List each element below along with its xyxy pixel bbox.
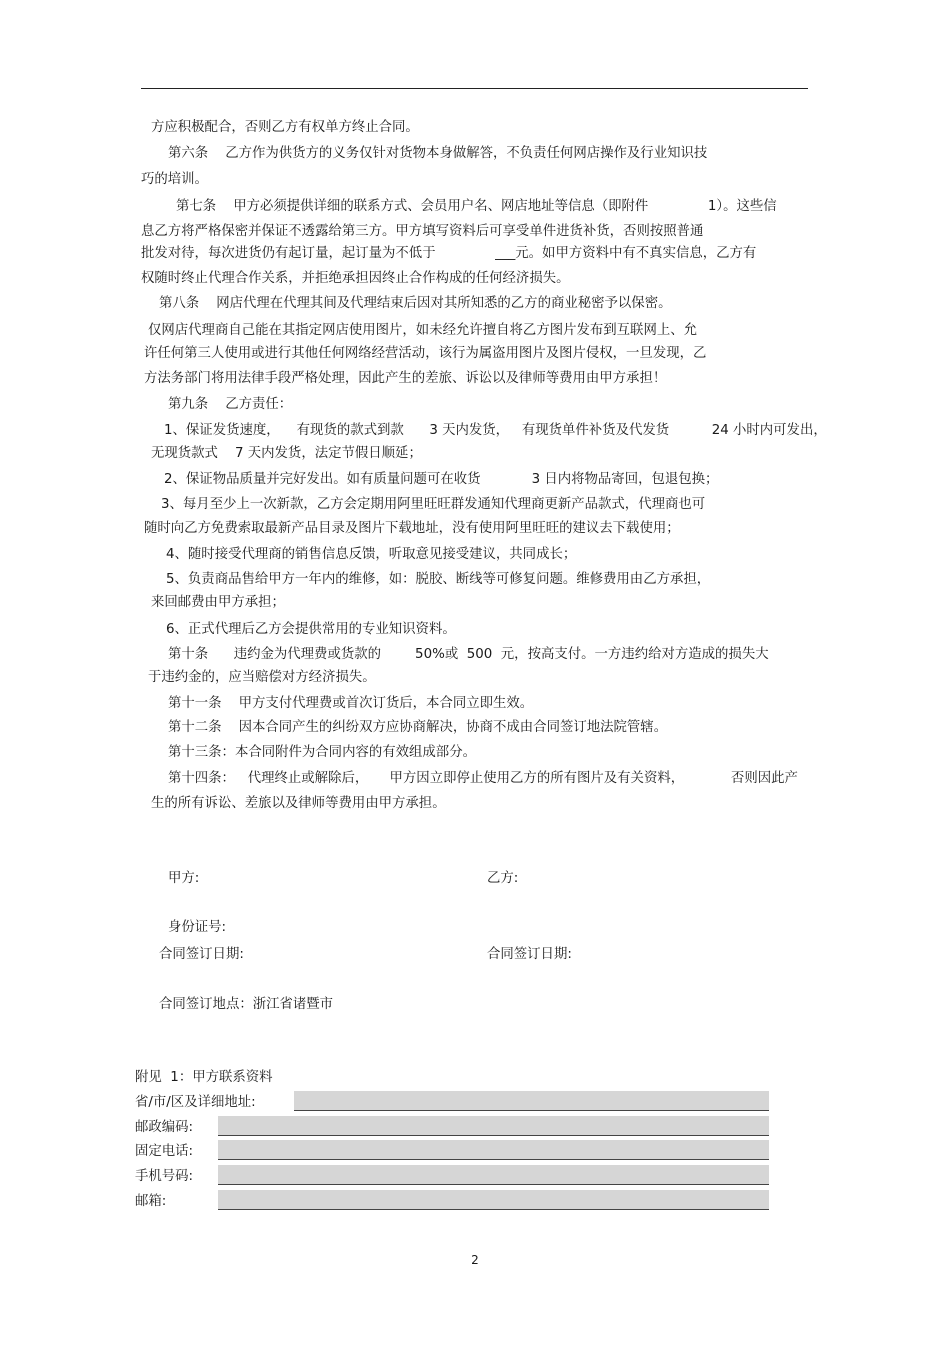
page-number: 2 — [471, 1253, 479, 1267]
address-label: 省/市/区及详细地址: — [135, 1095, 256, 1110]
body-line: 方法务部门将用法律手段严格处理，因此产生的差旅、诉讼以及律师等费用由甲方承担！ — [144, 371, 667, 386]
landline-label: 固定电话: — [135, 1144, 194, 1159]
clause-8: 第八条 网店代理在代理其间及代理结束后因对其所知悉的乙方的商业秘密予以保密。 — [159, 296, 672, 311]
body-line: 仅网店代理商自己能在其指定网店使用图片，如未经允许擅自将乙方图片发布到互联网上、允 — [148, 323, 698, 338]
duty-4: 4、随时接受代理商的销售信息反馈，听取意见接受建议，共同成长； — [166, 547, 577, 562]
postcode-label: 邮政编码: — [135, 1120, 194, 1135]
clause-7: 第七条 甲方必须提供详细的联系方式、会员用户名、网店地址等信息（即附件 1）。这些信 — [176, 199, 777, 214]
email-field[interactable] — [218, 1190, 769, 1210]
body-line: 无现货款式 7 天内发货，法定节假日顺延； — [151, 446, 422, 461]
clause-14: 第十四条： 代理终止或解除后， 甲方因立即停止使用乙方的所有图片及有关资料， 否则因此产 — [168, 771, 798, 786]
landline-field[interactable] — [218, 1140, 769, 1160]
email-label: 邮箱: — [135, 1194, 167, 1209]
duty-3: 3、每月至少上一次新款，乙方会定期用阿里旺旺群发通知代理商更新产品款式，代理商也可 — [161, 497, 706, 512]
duty-1: 1、保证发货速度， 有现货的款式到款 3 天内发货， 有现货单件补货及代发货 24 小时内可发出， — [164, 423, 827, 438]
body-line: 息乙方将严格保密并保证不透露给第三方。甲方填写资料后可享受单件进货补货，否则按照普通 — [141, 224, 704, 239]
duty-2: 2、保证物品质量并完好发出。如有质量问题可在收货 3 日内将物品寄回，包退包换； — [164, 472, 719, 487]
postcode-field[interactable] — [218, 1116, 769, 1136]
header-rule — [141, 88, 808, 89]
mobile-field[interactable] — [218, 1165, 769, 1185]
clause-10: 第十条 违约金为代理费或货款的 50%或 500 元，按高支付。一方违约给对方造成的损失大 — [168, 647, 769, 662]
clause-12: 第十二条 因本合同产生的纠纷双方应协商解决，协商不成由合同签订地法院管辖。 — [168, 720, 668, 735]
body-line: 生的所有诉讼、差旅以及律师等费用由甲方承担。 — [151, 796, 446, 811]
sign-date-a-label: 合同签订日期: — [159, 947, 244, 962]
address-field[interactable] — [294, 1091, 769, 1111]
body-line: 权随时终止代理合作关系，并拒绝承担因终止合作构成的任何经济损失。 — [141, 271, 570, 286]
duty-5: 5、负责商品售给甲方一年内的维修，如：脱胶、断线等可修复问题。维修费用由乙方承担， — [166, 572, 711, 587]
body-line: 于违约金的，应当赔偿对方经济损失。 — [148, 670, 376, 685]
party-b-label: 乙方: — [487, 871, 519, 886]
body-line: 来回邮费由甲方承担； — [151, 595, 285, 610]
appendix-title: 附见 1：甲方联系资料 — [135, 1070, 273, 1085]
sign-date-b-label: 合同签订日期: — [487, 947, 572, 962]
clause-13: 第十三条：本合同附件为合同内容的有效组成部分。 — [168, 745, 476, 760]
clause-11: 第十一条 甲方支付代理费或首次订货后，本合同立即生效。 — [168, 696, 534, 711]
duty-6: 6、正式代理后乙方会提供常用的专业知识资料。 — [166, 622, 456, 637]
body-line: 巧的培训。 — [141, 172, 208, 187]
body-line: 方应积极配合，否则乙方有权单方终止合同。 — [151, 120, 419, 135]
body-line: 批发对待，每次进货仍有起订量，起订量为不低于 ___元。如甲方资料中有不真实信息，乙方有 — [141, 246, 757, 261]
clause-9: 第九条 乙方责任： — [168, 397, 293, 412]
id-number-label: 身份证号: — [168, 920, 227, 935]
sign-place: 合同签订地点：浙江省诸暨市 — [159, 997, 334, 1012]
body-line: 许任何第三人使用或进行其他任何网络经营活动，该行为属盗用图片及图片侵权，一旦发现，乙 — [144, 346, 707, 361]
mobile-label: 手机号码: — [135, 1169, 194, 1184]
clause-6: 第六条 乙方作为供货方的义务仅针对货物本身做解答，不负责任何网店操作及行业知识技 — [168, 146, 708, 161]
party-a-label: 甲方: — [168, 871, 200, 886]
body-line: 随时向乙方免费索取最新产品目录及图片下载地址，没有使用阿里旺旺的建议去下载使用； — [144, 521, 680, 536]
